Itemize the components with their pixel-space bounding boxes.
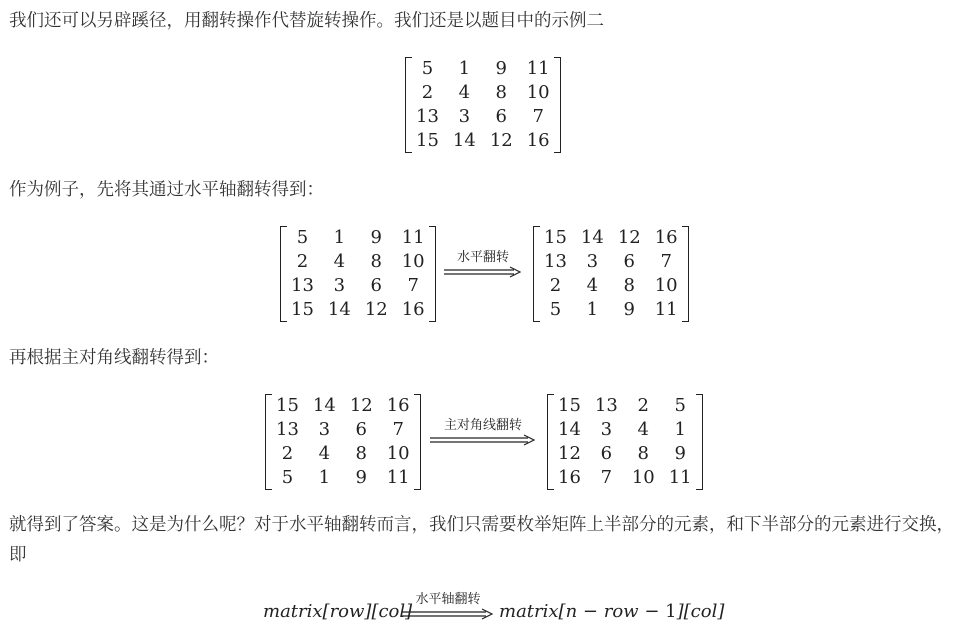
matrix-cell: 8 (637, 443, 649, 464)
matrix-cell: 7 (407, 275, 419, 296)
matrix-cell: 2 (281, 443, 294, 464)
matrix-cell: 13 (416, 106, 439, 127)
matrix-cell: 16 (526, 130, 550, 151)
matrix-cell: 11 (668, 467, 692, 488)
matrix-cell: 2 (549, 275, 562, 296)
matrix-cell: 3 (600, 419, 613, 440)
matrix-cell: 5 (421, 58, 434, 79)
matrix-cell: 11 (386, 467, 410, 488)
matrix-cell: 3 (458, 106, 471, 127)
matrix-cell: 5 (296, 227, 309, 248)
matrix-cell: 4 (318, 443, 331, 464)
matrix-cell: 12 (349, 395, 373, 416)
matrix-cell: 7 (600, 467, 613, 488)
matrix-cell: 3 (333, 275, 346, 296)
matrix-cell: 6 (370, 275, 382, 296)
matrix-cell: 1 (458, 58, 471, 79)
matrix-cell: 8 (623, 275, 635, 296)
matrix-cell: 10 (386, 443, 410, 464)
matrix-cell: 10 (401, 251, 425, 272)
matrix-cell: 1 (674, 419, 686, 440)
double-arrow-icon (402, 608, 494, 620)
matrix-cell: 7 (392, 419, 404, 440)
double-arrow-icon (444, 266, 522, 278)
matrix-cell: 11 (401, 227, 425, 248)
matrix-flipped (533, 226, 689, 322)
matrix-cell: 6 (600, 443, 613, 464)
matrix-cell: 15 (276, 395, 299, 416)
matrix-cell: 4 (458, 82, 471, 103)
paragraph-diagonal-intro: 再根据主对角线翻转得到： (9, 348, 219, 368)
matrix-cell: 10 (631, 467, 655, 488)
arrow-axis-flip (402, 592, 494, 620)
paragraph-intro: 我们还可以另辟蹊径，用翻转操作代替旋转操作。我们还是以题目中的示例二 (9, 11, 604, 31)
arrow-diagonal-flip (430, 418, 536, 446)
matrix-cell: 15 (544, 227, 567, 248)
matrix-cell: 3 (318, 419, 331, 440)
arrow-label: 水平翻转 (456, 250, 509, 265)
matrix-cell: 4 (333, 251, 346, 272)
arrow-label: 水平轴翻转 (415, 592, 481, 607)
matrix-cell: 14 (327, 299, 351, 320)
matrix-cell: 15 (291, 299, 314, 320)
matrix-cell: 10 (526, 82, 550, 103)
matrix-cell: 14 (452, 130, 476, 151)
paragraph-explanation: 就得到了答案。这是为什么呢？对于水平轴翻转而言，我们只需要枚举矩阵上半部分的元素，和下半部分的元素进行交换，即 (9, 515, 954, 565)
matrix-cell: 10 (654, 275, 678, 296)
formula-rhs: matrix[n − row − 1][col] (499, 601, 725, 622)
matrix-cell: 6 (495, 106, 507, 127)
matrix-cell: 14 (312, 395, 336, 416)
matrix-cell: 9 (495, 58, 507, 79)
matrix-cell: 13 (544, 251, 567, 272)
matrix-cell: 12 (364, 299, 388, 320)
arrow-label: 主对角线翻转 (443, 418, 522, 433)
matrix-cell: 15 (558, 395, 581, 416)
matrix-original (405, 57, 561, 153)
matrix-cell: 9 (355, 467, 367, 488)
matrix-cell: 1 (333, 227, 346, 248)
matrix-cell: 13 (291, 275, 314, 296)
matrix-cell: 2 (421, 82, 434, 103)
matrix-cell: 7 (660, 251, 672, 272)
matrix-cell: 14 (580, 227, 604, 248)
matrix-cell: 15 (416, 130, 439, 151)
matrix-cell: 16 (401, 299, 425, 320)
formula-lhs: matrix[row][col] (263, 601, 413, 622)
matrix-cell: 11 (526, 58, 550, 79)
matrix-cell: 9 (674, 443, 686, 464)
matrix-cell: 6 (623, 251, 635, 272)
matrix-cell: 4 (637, 419, 649, 440)
matrix-cell: 4 (586, 275, 599, 296)
double-arrow-icon (430, 434, 536, 446)
matrix-cell: 1 (318, 467, 331, 488)
paragraph-flip-intro: 作为例子，先将其通过水平轴翻转得到： (9, 180, 324, 200)
arrow-horizontal-flip (444, 250, 522, 278)
matrix-cell: 8 (355, 443, 367, 464)
matrix-transposed (547, 394, 703, 490)
matrix-cell: 8 (370, 251, 382, 272)
matrix-flipped-copy (265, 394, 421, 490)
matrix-cell: 9 (370, 227, 382, 248)
matrix-cell: 8 (495, 82, 507, 103)
matrix-cell: 16 (654, 227, 678, 248)
matrix-cell: 5 (549, 299, 562, 320)
matrix-cell: 14 (558, 419, 581, 440)
matrix-cell: 7 (532, 106, 544, 127)
matrix-cell: 1 (586, 299, 599, 320)
matrix-cell: 11 (654, 299, 678, 320)
matrix-cell: 5 (281, 467, 294, 488)
matrix-cell: 16 (386, 395, 410, 416)
matrix-cell: 16 (558, 467, 581, 488)
matrix-cell: 9 (623, 299, 635, 320)
matrix-cell: 2 (296, 251, 309, 272)
matrix-cell: 3 (586, 251, 599, 272)
matrix-original-copy (280, 226, 436, 322)
matrix-cell: 6 (355, 419, 367, 440)
matrix-cell: 5 (674, 395, 686, 416)
matrix-cell: 13 (594, 395, 618, 416)
matrix-cell: 12 (558, 443, 581, 464)
matrix-cell: 2 (637, 395, 649, 416)
matrix-cell: 12 (489, 130, 513, 151)
matrix-cell: 12 (617, 227, 641, 248)
matrix-cell: 13 (276, 419, 299, 440)
